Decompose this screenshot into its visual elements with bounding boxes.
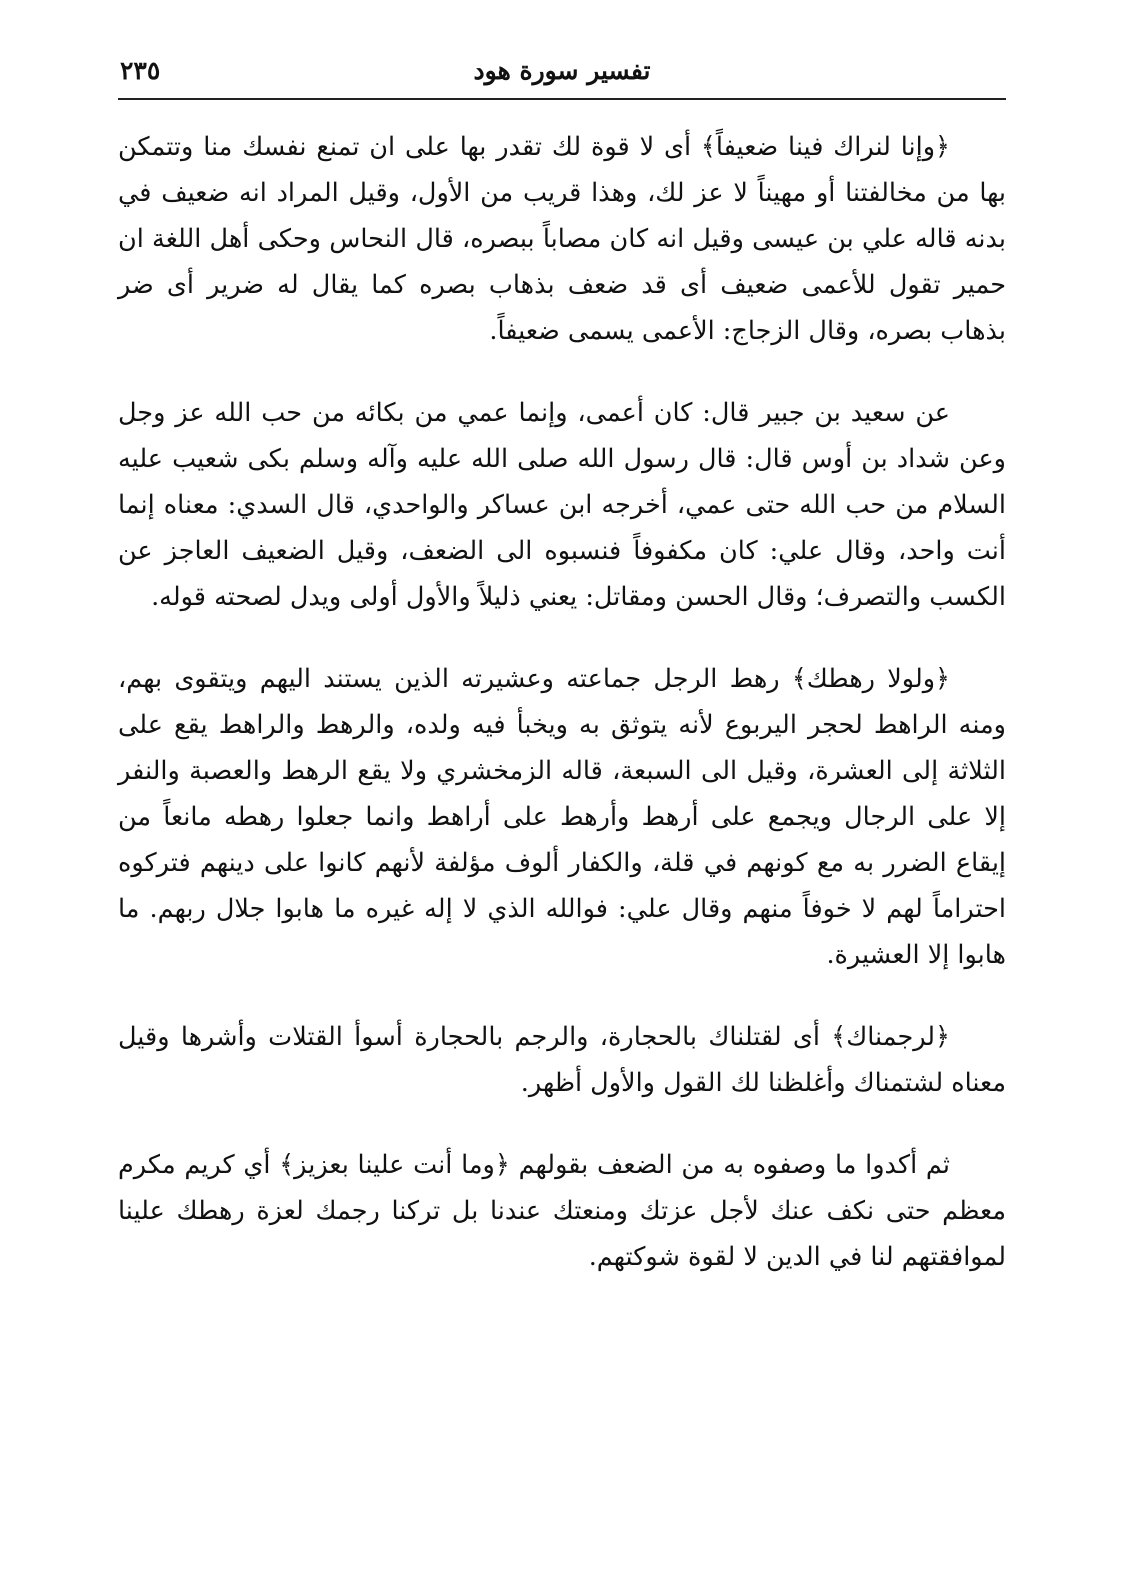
book-page	[118, 48, 1006, 1316]
page-body	[118, 124, 1006, 1280]
paragraph-clan: ﴿ولولا رهطك﴾ رهط الرجل جماعته وعشيرته الذين يستند اليهم ويتقوى بهم، ومنه الراهط لحجر اليربوع لأنه يتوثق به ويخبأ فيه ولده، والرهط والراهط يقع على الثلاثة إلى العشرة، وقيل الى السبعة، قاله الزمخشري ولا يقع الرهط والعصبة والنفر إلا على الرجال ويجمع على أرهط وأرهط على أراهط وانما جعلوا رهطه مانعاً من إيقاع الضرر به مع كونهم في قلة، والكفار ألوف مؤلفة لأنهم كانوا على دينهم فتركوه احتراماً لهم لا خوفاً منهم وقال علي: فوالله الذي لا إله غيره ما هابوا جلال ربهم. ما هابوا إلا العشيرة.	[118, 664, 1006, 970]
paragraph-mighty: ثم أكدوا ما وصفوه به من الضعف بقولهم ﴿وما أنت علينا بعزيز﴾ أي كريم مكرم معظم حتى نكف عنك لأجل عزتك ومنعتك عندنا بل تركنا رجمك لعزة رهطك علينا لموافقتهم لنا في الدين لا لقوة شوكتهم.	[118, 1150, 1006, 1272]
paragraph-blind: عن سعيد بن جبير قال: كان أعمى، وإنما عمي من بكائه من حب الله عز وجل وعن شداد بن أوس قال: قال رسول الله صلى الله عليه وآله وسلم بكى شعيب عليه السلام من حب الله حتى عمي، أخرجه ابن عساكر والواحدي، قال السدي: معناه إنما أنت واحد، وقال علي: كان مكفوفاً فنسبوه الى الضعف، وقيل الضعيف العاجز عن الكسب والتصرف؛ وقال الحسن ومقاتل: يعني ذليلاً والأول أولى ويدل لصحته قوله.	[118, 398, 1006, 612]
paragraph-stoning: ﴿لرجمناك﴾ أى لقتلناك بالحجارة، والرجم بالحجارة أسوأ القتلات وأشرها وقيل معناه لشتمناك وأغلظنا لك القول والأول أظهر.	[118, 1022, 1006, 1098]
running-title: تفسير سورة هود	[473, 56, 651, 85]
page-header	[118, 48, 1006, 100]
paragraph-weak: ﴿وإنا لنراك فينا ضعيفاً﴾ أى لا قوة لك تقدر بها على ان تمنع نفسك منا وتتمكن بها من مخالفتنا أو مهيناً لا عز لك، وهذا قريب من الأول، وقيل المراد انه ضعيف في بدنه قاله علي بن عيسى وقيل انه كان مصاباً ببصره، قال النحاس وحكى أهل اللغة ان حمير تقول للأعمى ضعيف أى قد ضعف بذهاب بصره كما يقال له ضرير أى ضر بذهاب بصره، وقال الزجاج: الأعمى يسمى ضعيفاً.	[118, 132, 1006, 346]
page-number: ٢٣٥	[120, 56, 161, 85]
